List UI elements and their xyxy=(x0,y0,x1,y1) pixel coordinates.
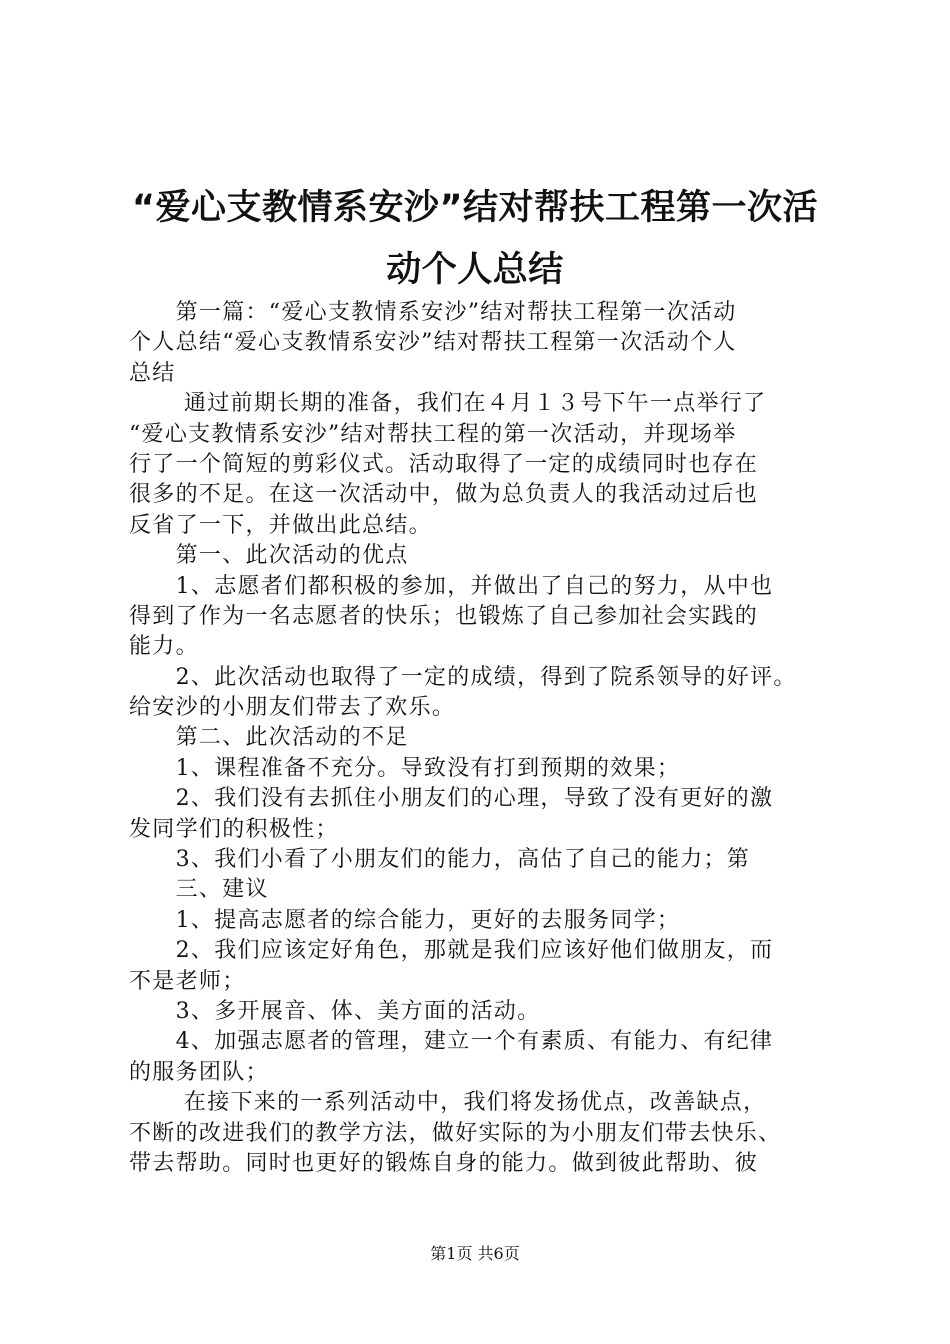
body-line: 反省了一下，并做出此总结。 xyxy=(129,512,432,538)
body-line: 带去帮助。同时也更好的锻炼自身的能力。做到彼此帮助、彼 xyxy=(129,1150,759,1176)
body-line: 能力。 xyxy=(129,634,199,660)
body-line: 得到了作为一名志愿者的快乐；也锻炼了自己参加社会实践的 xyxy=(129,603,759,629)
body-line: 1、提高志愿者的综合能力，更好的去服务同学； xyxy=(129,907,681,933)
body-line: 3、多开展音、体、美方面的活动。 xyxy=(129,998,541,1024)
body-line: 3、我们小看了小朋友们的能力，高估了自己的能力；第 xyxy=(129,847,751,873)
body-line: 发同学们的积极性； xyxy=(129,816,339,842)
body-line: 2、我们应该定好角色，那就是我们应该好他们做朋友，而 xyxy=(129,938,774,964)
body-line: 在接下来的一系列活动中，我们将发扬优点，改善缺点， xyxy=(129,1090,767,1116)
document-body xyxy=(129,298,849,1179)
body-line: 2、我们没有去抓住小朋友们的心理，导致了没有更好的激 xyxy=(129,786,774,812)
body-line: 很多的不足。在这一次活动中，做为总负责人的我活动过后也 xyxy=(129,482,759,508)
body-line: 通过前期长期的准备，我们在４月１３号下午一点举行了 xyxy=(129,391,767,417)
body-line: 1、课程准备不充分。导致没有打到预期的效果； xyxy=(129,755,681,781)
section-heading: 第一、此次活动的优点 xyxy=(129,543,409,569)
body-line: 第一篇：“爱心支教情系安沙”结对帮扶工程第一次活动 xyxy=(129,300,737,325)
section-heading: 第二、此次活动的不足 xyxy=(129,725,409,751)
body-line: 个人总结“爱心支教情系安沙”结对帮扶工程第一次活动个人 xyxy=(129,330,737,356)
body-line: 不断的改进我们的教学方法，做好实际的为小朋友们带去快乐、 xyxy=(129,1120,782,1146)
section-heading: 三、建议 xyxy=(129,877,269,903)
body-line: 总结 xyxy=(129,360,176,386)
body-line: 给安沙的小朋友们带去了欢乐。 xyxy=(129,695,456,721)
body-line: 1、志愿者们都积极的参加，并做出了自己的努力，从中也 xyxy=(129,573,774,599)
body-line: 的服务团队； xyxy=(129,1059,269,1085)
body-line: 4、加强志愿者的管理，建立一个有素质、有能力、有纪律 xyxy=(129,1029,774,1055)
page-footer: 第1页 共6页 xyxy=(430,1244,520,1263)
document-title-line-2: 动个人总结 xyxy=(386,250,564,290)
body-line: 2、此次活动也取得了一定的成绩，得到了院系领导的好评。 xyxy=(129,664,797,690)
body-line: 行了一个简短的剪彩仪式。活动取得了一定的成绩同时也存在 xyxy=(129,451,759,477)
document-title-line-1: “爱心支教情系安沙”结对帮扶工程第一次活 xyxy=(131,188,818,228)
body-line: 不是老师； xyxy=(129,968,246,994)
body-line: “爱心支教情系安沙”结对帮扶工程的第一次活动，并现场举 xyxy=(129,421,737,447)
